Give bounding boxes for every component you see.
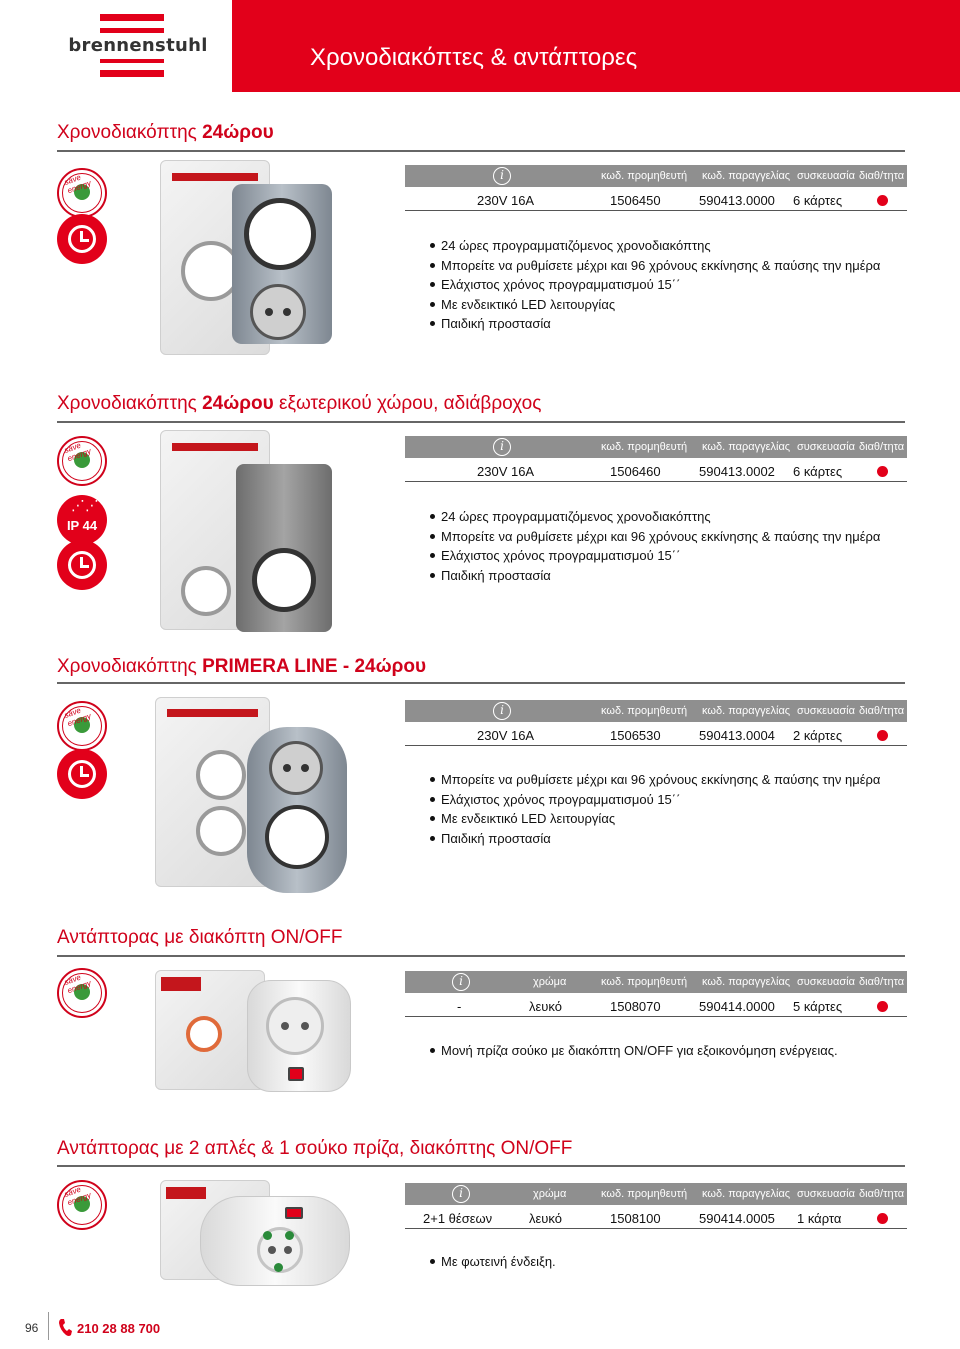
save-energy-icon: save energy [57, 436, 107, 486]
table-row: 230V 16A 1506460 590413.0002 6 κάρτες [405, 458, 907, 482]
availability-dot [877, 195, 888, 206]
list-item: Παιδική προστασία [430, 314, 880, 334]
phone-number[interactable]: 210 28 88 700 [77, 1321, 161, 1336]
list-item: Ελάχιστος χρόνος προγραμματισμού 15΄΄ [430, 546, 880, 566]
product-title: Αντάπτορας με διακόπτη ON/OFF [57, 927, 343, 948]
list-item: 24 ώρες προγραμματιζόμενος χρονοδιακόπτης [430, 236, 880, 256]
availability-dot [877, 466, 888, 477]
clock-icon [57, 749, 107, 799]
product-image [155, 970, 355, 1095]
phone-icon [58, 1318, 72, 1338]
switch-icon [285, 1207, 303, 1219]
table-row: 230V 16A 1506530 590413.0004 2 κάρτες [405, 722, 907, 746]
clock-icon [57, 540, 107, 590]
product-title: Χρονοδιακόπτης PRIMERA LINE - 24ώρου [57, 656, 427, 677]
list-item: 24 ώρες προγραμματιζόμενος χρονοδιακόπτης [430, 507, 880, 527]
page-header [0, 0, 960, 92]
list-item: Με ενδεικτικό LED λειτουργίας [430, 295, 880, 315]
page-number: 96 [25, 1321, 39, 1335]
list-item: Μπορείτε να ρυθμίσετε μέχρι και 96 χρόνους εκκίνησης & παύσης την ημέρα [430, 770, 880, 790]
product-title: Χρονοδιακόπτης 24ώρου εξωτερικού χώρου, αδιάβροχος [57, 393, 542, 414]
save-energy-icon: save energy [57, 968, 107, 1018]
footer-divider [48, 1312, 49, 1340]
feature-list [430, 770, 880, 848]
list-item: Ελάχιστος χρόνος προγραμματισμού 15΄΄ [430, 275, 880, 295]
info-icon: i [493, 167, 511, 185]
product-image [160, 430, 350, 640]
availability-dot [877, 730, 888, 741]
table-row: - λευκό 1508070 590414.0000 5 κάρτες [405, 993, 907, 1017]
page-title: Χρονοδιακόπτες & αντάπτορες [310, 44, 638, 71]
feature-list [430, 236, 880, 334]
info-icon: i [493, 702, 511, 720]
feature-list [430, 1041, 838, 1061]
clock-icon [57, 214, 107, 264]
feature-list [430, 1252, 556, 1272]
product-image [160, 1180, 360, 1292]
table-header: i χρώμα κωδ. προμηθευτή κωδ. παραγγελίας συσκευασία διαθ/τητα [405, 971, 907, 993]
table-row: 2+1 θέσεων λευκό 1508100 590414.0005 1 κάρτα [405, 1205, 907, 1229]
section-divider [57, 150, 905, 152]
list-item: Μπορείτε να ρυθμίσετε μέχρι και 96 χρόνους εκκίνησης & παύσης την ημέρα [430, 256, 880, 276]
table-header: i κωδ. προμηθευτή κωδ. παραγγελίας συσκευασία διαθ/τητα [405, 700, 907, 722]
product-title: Χρονοδιακόπτης 24ώρου [57, 122, 274, 143]
list-item: Παιδική προστασία [430, 566, 880, 586]
section-divider [57, 682, 905, 684]
brand-logo [0, 0, 232, 92]
info-icon: i [452, 1185, 470, 1203]
list-item: Με ενδεικτικό LED λειτουργίας [430, 809, 880, 829]
save-energy-icon: save energy [57, 701, 107, 751]
availability-dot [877, 1001, 888, 1012]
save-energy-icon: save energy [57, 1180, 107, 1230]
product-title: Αντάπτορας με 2 απλές & 1 σούκο πρίζα, διακόπτης ON/OFF [57, 1138, 573, 1159]
section-divider [57, 955, 905, 957]
table-row: 230V 16A 1506450 590413.0000 6 κάρτες [405, 187, 907, 211]
ip44-icon: ⋰⋰ IP 44 [57, 495, 107, 545]
feature-list [430, 507, 880, 585]
section-divider [57, 421, 905, 423]
product-image [160, 160, 350, 360]
table-header: i κωδ. προμηθευτή κωδ. παραγγελίας συσκευασία διαθ/τητα [405, 436, 907, 458]
switch-icon [288, 1067, 304, 1081]
brand-name: brennenstuhl [68, 33, 208, 59]
save-energy-icon: save energy [57, 168, 107, 218]
list-item: Με φωτεινή ένδειξη. [430, 1252, 556, 1272]
list-item: Παιδική προστασία [430, 829, 880, 849]
list-item: Ελάχιστος χρόνος προγραμματισμού 15΄΄ [430, 790, 880, 810]
list-item: Μονή πρίζα σούκο με διακόπτη ON/OFF για εξοικονόμηση ενέργειας. [430, 1041, 838, 1061]
table-header: i χρώμα κωδ. προμηθευτή κωδ. παραγγελίας συσκευασία διαθ/τητα [405, 1183, 907, 1205]
product-image [155, 697, 355, 897]
table-header: i κωδ. προμηθευτή κωδ. παραγγελίας συσκευασία διαθ/τητα [405, 165, 907, 187]
info-icon: i [452, 973, 470, 991]
list-item: Μπορείτε να ρυθμίσετε μέχρι και 96 χρόνους εκκίνησης & παύσης την ημέρα [430, 527, 880, 547]
section-divider [57, 1165, 905, 1167]
availability-dot [877, 1213, 888, 1224]
info-icon: i [493, 438, 511, 456]
